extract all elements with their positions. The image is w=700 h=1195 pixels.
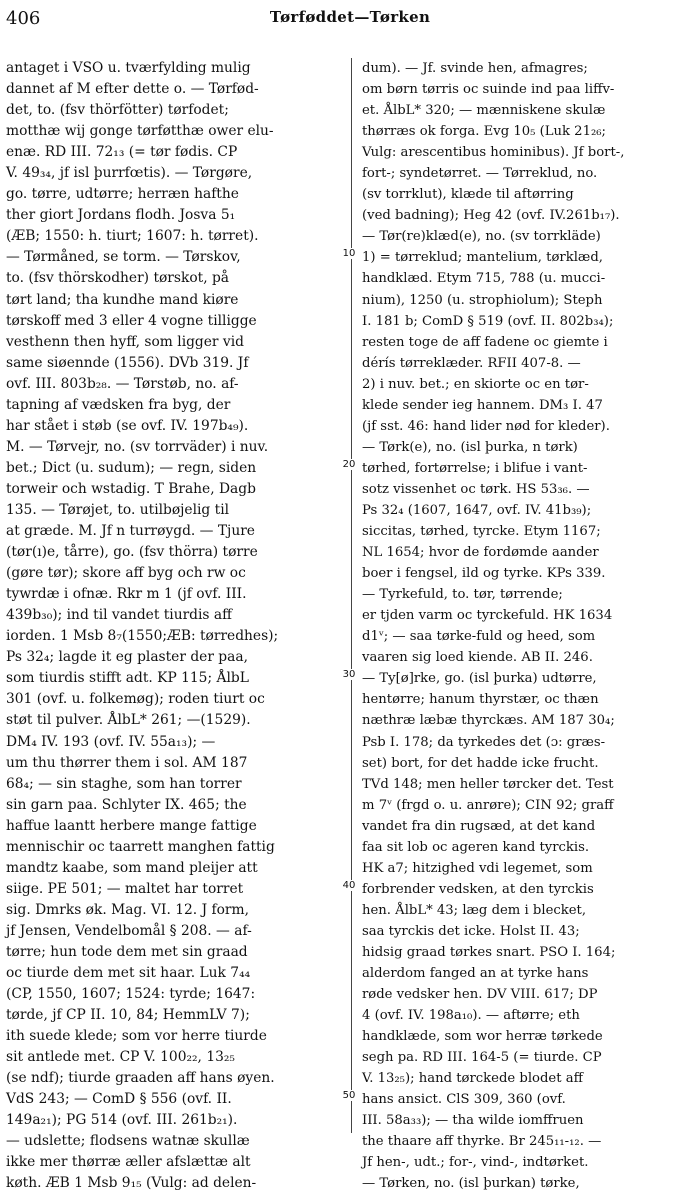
text-line: — Tørmåned, se torm. — Tørskov,	[6, 249, 241, 266]
text-line: set) bort, for det hadde icke frucht.	[362, 755, 599, 771]
text-line: (se ndf); tiurde graaden aff hans øyen.	[6, 1070, 275, 1087]
text-line: ovf. III. 803b₂₈. — Tørstøb, no. af-	[6, 375, 239, 392]
text-line: sin garn paa. Schlyter IX. 465; the	[6, 796, 247, 813]
text-line: køth. ÆB 1 Msb 9₁₅ (Vulg: ad delen-	[6, 1175, 257, 1192]
text-line: Psb I. 178; da tyrkedes det (ɔ: græs-	[362, 734, 606, 750]
text-line: um thu thørrer them i sol. AM 187	[6, 754, 248, 771]
text-line: (jf sst. 46: hand lider nød for kleder).	[362, 418, 610, 434]
text-line: V. 49₃₄, jf isl þurrfœtis). — Tørgøre,	[6, 165, 253, 182]
page-header	[6, 4, 694, 34]
text-line: 4 (ovf. IV. 198a₁₀). — aftørre; eth	[362, 1008, 580, 1024]
line-number-marker: 30	[339, 669, 359, 680]
text-line: dum). — Jf. svinde hen, afmagres;	[362, 61, 588, 76]
line-number-marker: 10	[339, 248, 359, 259]
text-line: haffue laantt herbere mange fattige	[6, 817, 257, 834]
text-line: ther giort Jordans flodh. Josva 5₁	[6, 207, 236, 224]
text-line: to. (fsv thörskodher) tørskot, på	[6, 270, 230, 287]
text-line: tapning af vædsken fra byg, der	[6, 396, 231, 413]
text-line: Vulg: arescentibus hominibus). Jf bort-,	[362, 145, 625, 161]
text-line: DM₄ IV. 193 (ovf. IV. 55a₁₃); —	[6, 733, 216, 750]
text-line: d1ᵛ; — saa tørke-fuld og heed, som	[362, 629, 596, 645]
text-line: motthæ wij gonge tørføtthæ ower elu-	[6, 123, 274, 140]
text-line: tywrdæ i ofnæ. Rkr m 1 (jf ovf. III.	[6, 586, 247, 603]
text-line: bet.; Dict (u. sudum); — regn, siden	[6, 459, 257, 476]
text-line: 439b₃₀); ind til vandet tiurdis aff	[6, 607, 232, 624]
text-line: handklæde, som wor herræ tørkede	[362, 1029, 603, 1045]
text-line: hentørre; hanum thyrstær, oc thæn	[362, 692, 599, 708]
text-line: torweir och wstadig. T Brahe, Dagb	[6, 480, 256, 497]
right-column	[362, 58, 692, 1192]
text-line: støt til pulver. ÅlbL* 261; —(1529).	[6, 712, 251, 729]
text-line: 1) = tørreklud; mantelium, tørklæd,	[362, 250, 603, 266]
text-line: 68₄; — sin staghe, som han torrer	[6, 775, 242, 792]
line-number-marker: 40	[339, 880, 359, 891]
text-line: resten toge de aff fadene oc giemte i	[362, 334, 608, 350]
text-line: alderdom fanged an at tyrke hans	[362, 966, 589, 982]
text-line: sotz vissenhet oc tørk. HS 53₃₆. —	[362, 481, 590, 497]
text-line: TVd 148; men heller tørcker det. Test	[362, 776, 614, 792]
text-line: 2) i nuv. bet.; en skiorte oc en tør-	[362, 376, 589, 392]
text-line: at græde. M. Jf n turrøygd. — Tjure	[6, 523, 255, 540]
text-line: segh pa. RD III. 164-5 (= tiurde. CP	[362, 1050, 602, 1066]
text-line: — Tyrkefuld, to. tør, tørrende;	[362, 587, 563, 603]
text-line: same siøennde (1556). DVb 319. Jf	[6, 354, 249, 371]
text-line: HK a7; hitzighed vdi legemet, som	[362, 860, 593, 876]
text-line: (ved badning); Heg 42 (ovf. IV.261b₁₇).	[362, 208, 620, 224]
text-line: siccitas, tørhed, tyrcke. Etym 1167;	[362, 524, 601, 540]
text-line: næthræ læbæ thyrckæs. AM 187 30₄;	[362, 713, 615, 729]
text-line: oc tiurde dem met sit haar. Luk 7₄₄	[6, 965, 251, 982]
text-line: Ps 32₄; lagde it eg plaster der paa,	[6, 649, 248, 666]
text-line: NL 1654; hvor de fordømde aander	[362, 545, 599, 561]
text-line: vesthenn then hyff, som ligger vid	[6, 333, 244, 350]
text-line: — Tør(re)klæd(e), no. (sv torrkläde)	[362, 229, 601, 245]
text-line: ikke mer thørræ æller afslættæ alt	[6, 1154, 251, 1171]
text-line: tørhed, fortørrelse; i blifue i vant-	[362, 460, 588, 476]
text-line: 301 (ovf. u. folkemøg); roden tiurt oc	[6, 691, 265, 708]
text-line: (sv torrklut), klæde til aftørring	[362, 187, 574, 203]
text-line: vaaren sig loed kiende. AB II. 246.	[362, 650, 593, 666]
text-line: tørskoff med 3 eller 4 vogne tilligge	[6, 312, 257, 329]
text-line: mennischir oc taarrett manghen fattig	[6, 838, 275, 855]
text-line: det, to. (fsv thörfötter) tørfodet;	[6, 102, 229, 119]
text-line: (gøre tør); skore aff byg och rw oc	[6, 565, 246, 582]
text-line: thørræs ok forga. Evg 10₅ (Luk 21₂₆;	[362, 124, 606, 140]
text-line: som tiurdis stifft adt. KP 115; ÅlbL	[6, 670, 249, 687]
text-line: tørre; hun tode dem met sin graad	[6, 943, 248, 960]
text-line: er tjden varm oc tyrckefuld. HK 1634	[362, 608, 613, 624]
text-line: hidsig graad tørkes snart. PSO I. 164;	[362, 944, 616, 960]
text-line: — Tørken, no. (isl þurkan) tørke,	[362, 1176, 580, 1192]
text-line: om børn tørris oc suinde ind paa liffv-	[362, 82, 615, 98]
text-line: røde vedsker hen. DV VIII. 617; DP	[362, 987, 598, 1003]
running-head: Tørføddet—Tørken	[269, 8, 431, 26]
page-number: 406	[6, 8, 41, 29]
text-line: saa tyrckis det icke. Holst II. 43;	[362, 923, 580, 939]
text-line: vandet fra din rugsæd, at det kand	[362, 818, 596, 834]
text-line: mandtz kaabe, som mand pleijer att	[6, 859, 258, 876]
text-line: M. — Tørvejr, no. (sv torrväder) i nuv.	[6, 438, 269, 455]
text-line: sit antlede met. CP V. 100₂₂, 13₂₅	[6, 1049, 235, 1066]
text-line: klede sender ieg hannem. DM₃ I. 47	[362, 397, 603, 413]
text-line: 135. — Tørøjet, to. utilbøjelig til	[6, 501, 230, 518]
text-line: V. 13₂₅); hand tørckede blodet aff	[362, 1071, 583, 1087]
column-divider	[351, 58, 352, 1133]
text-line: VdS 243; — ComD § 556 (ovf. II.	[6, 1091, 232, 1108]
line-number-marker: 20	[339, 459, 359, 470]
text-line: forbrender vedsken, at den tyrckis	[362, 881, 594, 897]
text-line: m 7ᵛ (frgd o. u. anrøre); CIN 92; graff	[362, 797, 614, 813]
text-line: (CP, 1550, 1607; 1524: tyrde; 1647:	[6, 986, 256, 1003]
text-line: iorden. 1 Msb 8₇(1550;ÆB: tørredhes);	[6, 628, 279, 645]
text-line: et. ÅlbL* 320; — mænniskene skulæ	[362, 103, 606, 119]
text-line: handklæd. Etym 715, 788 (u. mucci-	[362, 271, 606, 287]
text-line: — udslette; flodsens watnæ skullæ	[6, 1133, 250, 1150]
text-line: Ps 32₄ (1607, 1647, ovf. IV. 41b₃₉);	[362, 502, 592, 518]
text-line: faa sit lob oc ageren kand tyrckis.	[362, 839, 590, 855]
text-line: boer i fengsel, ild og tyrke. KPs 339.	[362, 566, 606, 582]
line-number-marker: 50	[339, 1090, 359, 1101]
text-line: fort-; syndetørret. — Tørreklud, no.	[362, 166, 598, 182]
text-line: — Ty[ø]rke, go. (isl þurka) udtørre,	[362, 671, 597, 687]
text-line: enæ. RD III. 72₁₃ (= tør fødis. CP	[6, 144, 238, 161]
text-line: hans ansict. ClS 309, 360 (ovf.	[362, 1092, 566, 1108]
text-line: 149a₂₁); PG 514 (ovf. III. 261b₂₁).	[6, 1112, 238, 1129]
text-line: the thaare aff thyrke. Br 245₁₁-₁₂. —	[362, 1134, 602, 1150]
text-line: ith suede klede; som vor herre tiurde	[6, 1028, 267, 1045]
text-line: dérís tørreklæder. RFII 407-8. —	[362, 355, 581, 371]
text-line: siige. PE 501; — maltet har torret	[6, 880, 244, 897]
text-line: (tør(ı)e, tårre), go. (fsv thörra) tørre	[6, 544, 258, 561]
text-line: tørde, jf CP II. 10, 84; HemmLV 7);	[6, 1007, 250, 1024]
text-line: nium), 1250 (u. strophiolum); Steph	[362, 292, 603, 308]
text-line: go. tørre, udtørre; herræn hafthe	[6, 186, 239, 203]
text-line: hen. ÅlbL* 43; læg dem i blecket,	[362, 902, 587, 918]
text-line: dannet af M efter dette o. — Tørfød-	[6, 81, 259, 98]
text-line: — Tørk(e), no. (isl þurka, n tørk)	[362, 439, 578, 455]
text-line: jf Jensen, Vendelbomål § 208. — af-	[6, 922, 252, 939]
text-line: Jf hen-, udt.; for-, vind-, indtørket.	[362, 1155, 589, 1171]
left-column	[6, 58, 341, 1192]
text-line: (ÆB; 1550: h. tiurt; 1607: h. tørret).	[6, 228, 259, 245]
text-line: har stået i støb (se ovf. IV. 197b₄₉).	[6, 417, 249, 434]
text-line: I. 181 b; ComD § 519 (ovf. II. 802b₃₄);	[362, 313, 614, 329]
text-line: III. 58a₃₃); — tha wilde iomffruen	[362, 1113, 584, 1129]
text-line: sig. Dmrks øk. Mag. VI. 12. J form,	[6, 901, 249, 918]
text-line: antaget i VSO u. tværfylding mulig	[6, 60, 251, 76]
text-line: tørt land; tha kundhe mand kiøre	[6, 291, 239, 308]
